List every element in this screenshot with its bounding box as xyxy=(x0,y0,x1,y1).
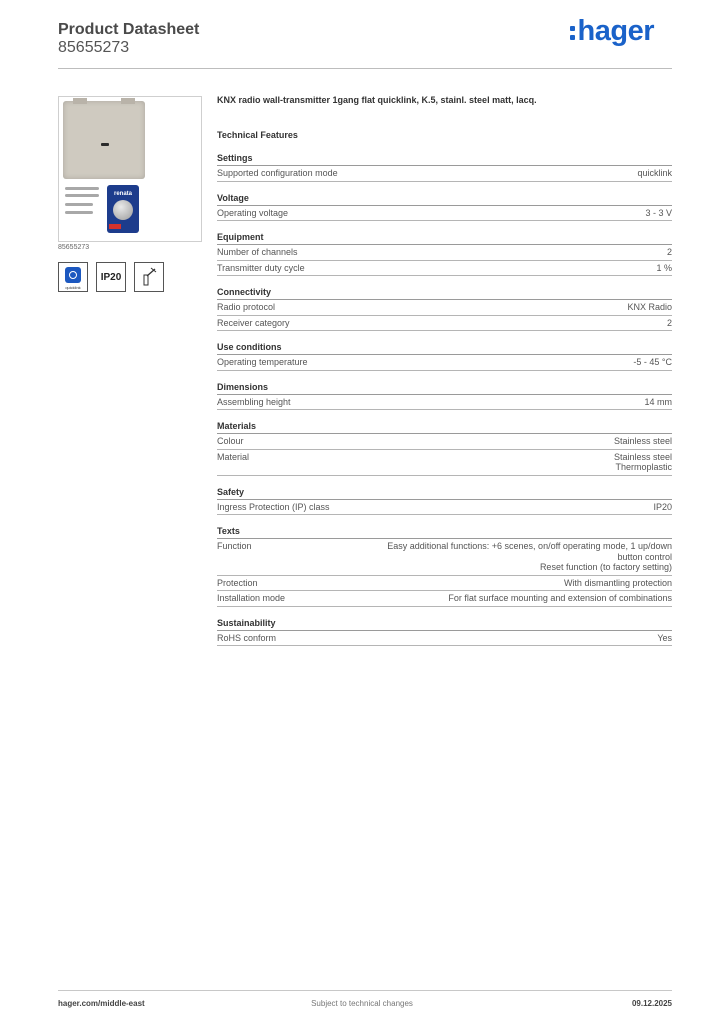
spec-row xyxy=(217,166,672,182)
section-equipment xyxy=(217,232,672,276)
spec-row xyxy=(217,245,672,261)
page-title: Product Datasheet xyxy=(58,21,200,38)
logo-dots-icon xyxy=(570,26,575,40)
section-title: Use conditions xyxy=(217,342,672,355)
spec-value: -5 - 45 °C xyxy=(633,357,672,367)
battery-image xyxy=(107,185,139,233)
feature-sections xyxy=(217,153,672,646)
spec-row xyxy=(217,206,672,222)
spec-value: KNX Radio xyxy=(627,302,672,312)
wall-transmitter-image xyxy=(63,101,145,179)
spec-label: Protection xyxy=(217,577,258,588)
spec-label: RoHS conform xyxy=(217,632,277,643)
spec-value: Yes xyxy=(657,632,672,643)
section-connectivity xyxy=(217,287,672,331)
section-title: Settings xyxy=(217,153,672,166)
footer-notice: Subject to technical changes xyxy=(311,999,413,1008)
ip-rating-label: IP20 xyxy=(100,271,122,283)
spec-label: Operating temperature xyxy=(217,357,308,367)
spec-value: Easy additional functions: +6 scenes, on/off operating mode, 1 up/down button control Reset function (to factory setting) xyxy=(387,541,672,572)
spec-label: Colour xyxy=(217,436,244,446)
spec-label: Transmitter duty cycle xyxy=(217,262,305,273)
spec-value: Stainless steel Thermoplastic xyxy=(613,451,672,472)
image-caption: 85655273 xyxy=(58,244,90,251)
section-materials xyxy=(217,421,672,476)
spec-value: IP20 xyxy=(653,501,672,512)
spec-value: 3 - 3 V xyxy=(645,207,672,218)
header-divider xyxy=(58,68,672,69)
spec-value: 1 % xyxy=(656,262,672,273)
screws-image xyxy=(65,185,103,221)
product-number: 85655273 xyxy=(58,39,130,56)
spec-value: 2 xyxy=(666,317,672,328)
logo-text: hager xyxy=(577,14,654,47)
spec-row xyxy=(217,300,672,316)
spec-label: Function xyxy=(217,541,252,551)
led-indicator xyxy=(101,143,109,146)
spec-value: 2 xyxy=(666,247,672,257)
quicklink-icon xyxy=(58,262,88,292)
battery-brand: renata xyxy=(113,191,132,197)
product-description: KNX radio wall-transmitter 1gang flat quicklink, K.5, stainl. steel matt, lacq. xyxy=(217,95,537,105)
spec-row xyxy=(217,539,672,576)
footer-date: 09.12.2025 xyxy=(631,999,672,1008)
spec-row xyxy=(217,434,672,450)
feature-badges xyxy=(58,262,164,292)
spec-row xyxy=(217,591,672,607)
spec-label: Receiver category xyxy=(217,317,290,328)
spec-value: quicklink xyxy=(637,168,672,178)
spec-row xyxy=(217,395,672,411)
hager-logo xyxy=(570,14,654,48)
spec-value: For flat surface mounting and extension of combinations xyxy=(448,593,672,603)
section-title: Safety xyxy=(217,487,672,500)
section-title: Voltage xyxy=(217,193,672,206)
section-title: Connectivity xyxy=(217,287,672,300)
section-title: Equipment xyxy=(217,232,672,245)
technical-features-heading: Technical Features xyxy=(217,130,298,140)
spec-row xyxy=(217,500,672,516)
spec-value: With dismantling protection xyxy=(563,577,672,588)
quicklink-label: quicklink xyxy=(65,285,81,290)
screwdriver-mounting-icon xyxy=(134,262,164,292)
spec-row xyxy=(217,631,672,647)
technical-content xyxy=(217,95,672,657)
spec-label: Ingress Protection (IP) class xyxy=(217,501,330,512)
spec-label: Assembling height xyxy=(217,396,291,407)
spec-row xyxy=(217,576,672,592)
section-texts xyxy=(217,526,672,607)
footer-website[interactable]: hager.com/middle-east xyxy=(58,999,145,1008)
spec-row xyxy=(217,316,672,332)
section-settings xyxy=(217,153,672,182)
spec-row xyxy=(217,261,672,277)
spec-label: Number of channels xyxy=(217,247,298,257)
section-safety xyxy=(217,487,672,516)
section-dimensions xyxy=(217,382,672,411)
spec-row xyxy=(217,355,672,371)
section-title: Materials xyxy=(217,421,672,434)
section-title: Dimensions xyxy=(217,382,672,395)
spec-label: Supported configuration mode xyxy=(217,168,338,178)
spec-label: Material xyxy=(217,451,250,462)
spec-value: Stainless steel xyxy=(613,436,672,446)
section-voltage xyxy=(217,193,672,222)
section-use-conditions xyxy=(217,342,672,371)
section-sustainability xyxy=(217,618,672,647)
spec-value: 14 mm xyxy=(644,396,672,407)
spec-label: Operating voltage xyxy=(217,207,289,218)
spec-label: Radio protocol xyxy=(217,302,276,312)
product-image xyxy=(58,96,202,242)
section-title: Sustainability xyxy=(217,618,672,631)
spec-row xyxy=(217,450,672,476)
ip-rating-icon xyxy=(96,262,126,292)
footer-divider xyxy=(58,990,672,991)
section-title: Texts xyxy=(217,526,672,539)
spec-label: Installation mode xyxy=(217,593,286,603)
